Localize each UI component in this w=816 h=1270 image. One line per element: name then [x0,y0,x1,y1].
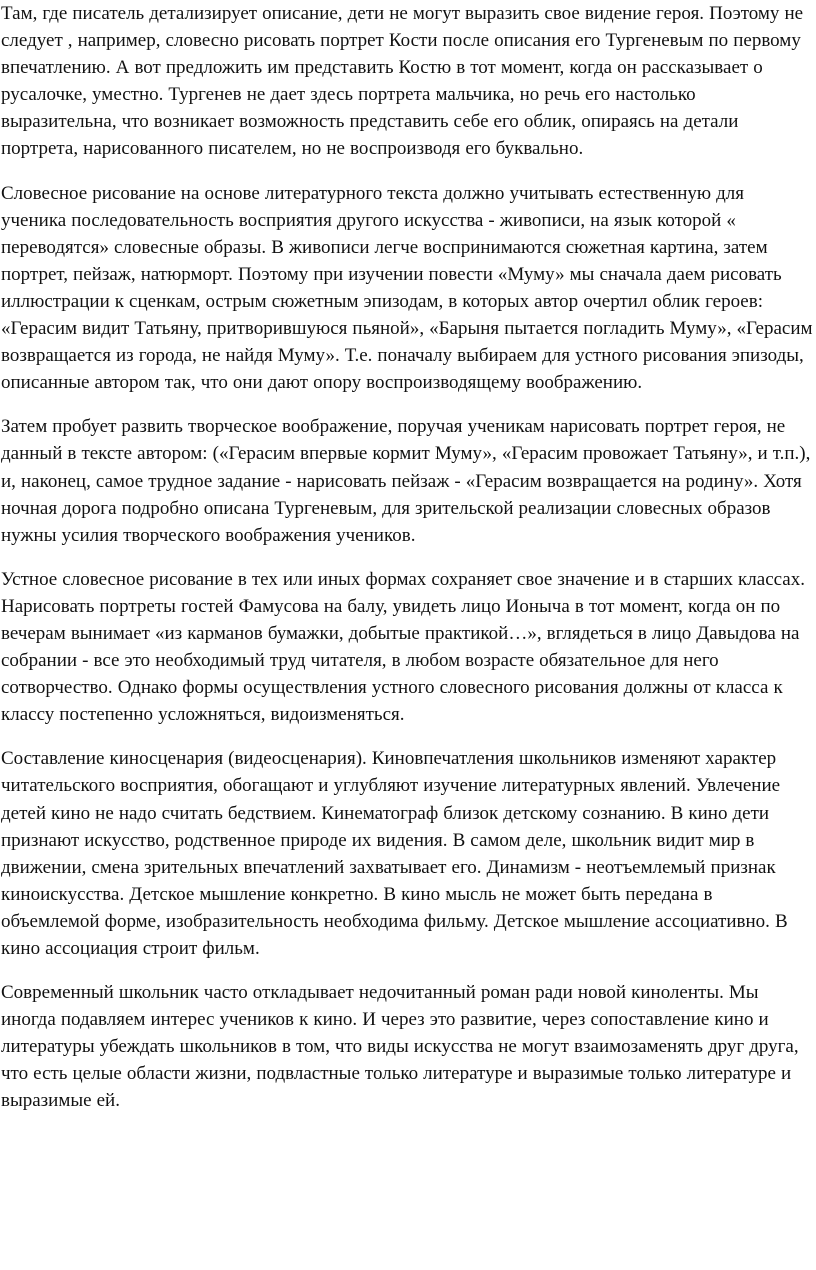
paragraph-5: Составление киносценария (видеосценария). Киновпечатления школьников изменяют характер читательского восприятия, обогащают и углубляют изучение литературных явлений. Увлечение детей кино не надо считать бедствием. Кинематограф близок детскому сознанию. В кино дети признают искусство, родственное природе их видения. В самом деле, школьник видит мир в движении, смена зрительных впечатлений захватывает его. Динамизм - неотъемлемый признак киноискусства. Детское мышление конкретно. В кино мысль не может быть передана в объемлемой форме, изобразительность необходима фильму. Детское мышление ассоциативно. В кино ассоциация строит фильм. [1,748,788,959]
paragraph-2: Словесное рисование на основе литературного текста должно учитывать естественную для ученика последовательность восприятия другого искусства - живописи, на язык которой « переводятся» словесные образы. В живописи легче воспринимаются сюжетная картина, затем портрет, пейзаж, натюрморт. Поэтому при изучении повести «Муму» мы сначала даем рисовать иллюстрации к сценкам, острым сюжетным эпизодам, в которых автор очертил облик героев: «Герасим видит Татьяну, притворившуюся пьяной», «Барыня пытается погладить Муму», «Герасим возвращается из города, не найдя Муму». Т.е. поначалу выбираем для устного рисования эпизоды, описанные автором так, что они дают опору воспроизводящему воображению. [1,182,813,394]
paragraph-1: Там, где писатель детализирует описание, дети не могут выразить свое видение героя. Поэтому не следует , например, словесно рисовать портрет Кости после описания его Тургеневым по первому впечатлению. А вот предложить им представить Костю в тот момент, когда он рассказывает о русалочке, уместно. Тургенев не дает здесь портрета мальчика, но речь его настолько выразительна, что возникает возможность представить себе его облик, опираясь на детали портрета, нарисованного писателем, но не воспроизводя его буквально. [1,3,804,160]
paragraph-6: Современный школьник часто откладывает недочитанный роман ради новой киноленты. Мы иногда подавляем интерес учеников к кино. И через это развитие, через сопоставление кино и литературы убеждать школьников в том, что виды искусства не могут взаимозаменять друг друга, что есть целые области жизни, подвластные только литературе и выразимые только литературе и выразимые ей. [1,982,799,1112]
paragraph-4: Устное словесное рисование в тех или иных формах сохраняет свое значение и в старших классах. Нарисовать портреты гостей Фамусова на балу, увидеть лицо Ионыча в тот момент, когда он по вечерам вынимает «из карманов бумажки, добытые практикой…», вглядеться в лицо Давыдова на собрании - все это необходимый труд читателя, в любом возрасте обязательное для него сотворчество. Однако формы осуществления устного словесного рисования должны от класса к классу постепенно усложняться, видоизменяться. [1,568,805,726]
paragraph-3: Затем пробует развить творческое воображение, поручая ученикам нарисовать портрет героя, не данный в тексте автором: («Герасим впервые кормит Муму», «Герасим провожает Татьяну», и т.п.), и, наконец, самое трудное задание - нарисовать пейзаж - «Герасим возвращается на родину». Хотя ночная дорога подробно описана Тургеневым, для зрительской реализации словесных образов нужны усилия творческого воображения учеников. [1,416,811,546]
